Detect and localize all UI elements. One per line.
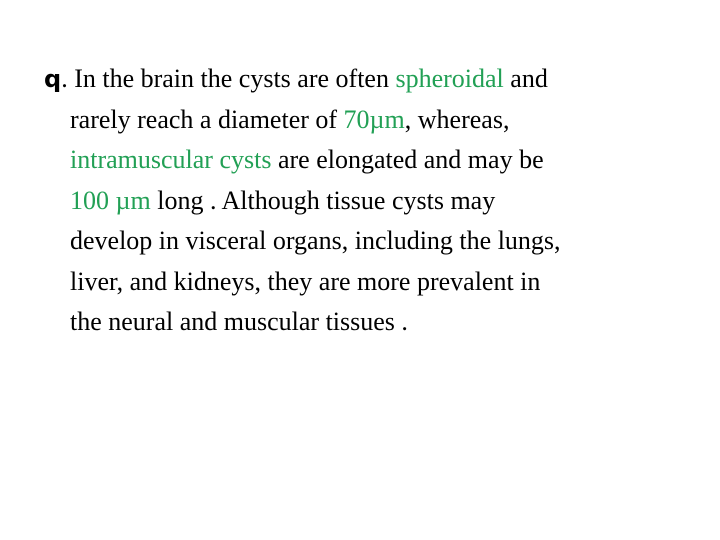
bullet-line-6 [44,262,704,303]
highlight-spheroidal: spheroidal [395,64,504,93]
highlight-intramuscular-cysts: intramuscular cysts [70,145,272,174]
text-run: are elongated and may be [271,145,544,174]
text-run: long . Although tissue cysts may [150,185,496,215]
bullet-line-1 [44,59,704,100]
text-run: . In the brain the cysts are often [61,64,396,93]
highlight-70um: 70µm [343,104,405,134]
highlight-100um: 100 µm [70,185,151,215]
checkbox-bullet-icon: q [44,65,62,93]
text-run: the neural and muscular tissues . [70,307,408,336]
text-run: , whereas, [404,104,510,134]
bullet-line-4 [44,181,704,222]
text-run: develop in visceral organs, including the lungs, [70,226,561,255]
text-run: liver, and kidneys, they are more prevalent in [70,266,541,296]
text-run: and [503,64,548,93]
text-run: rarely reach a diameter of [70,104,344,134]
bullet-line-3 [44,140,704,181]
bullet-line-5 [44,221,704,262]
bullet-line-7 [44,302,704,343]
bullet-paragraph [44,59,704,343]
bullet-line-2 [44,100,704,141]
